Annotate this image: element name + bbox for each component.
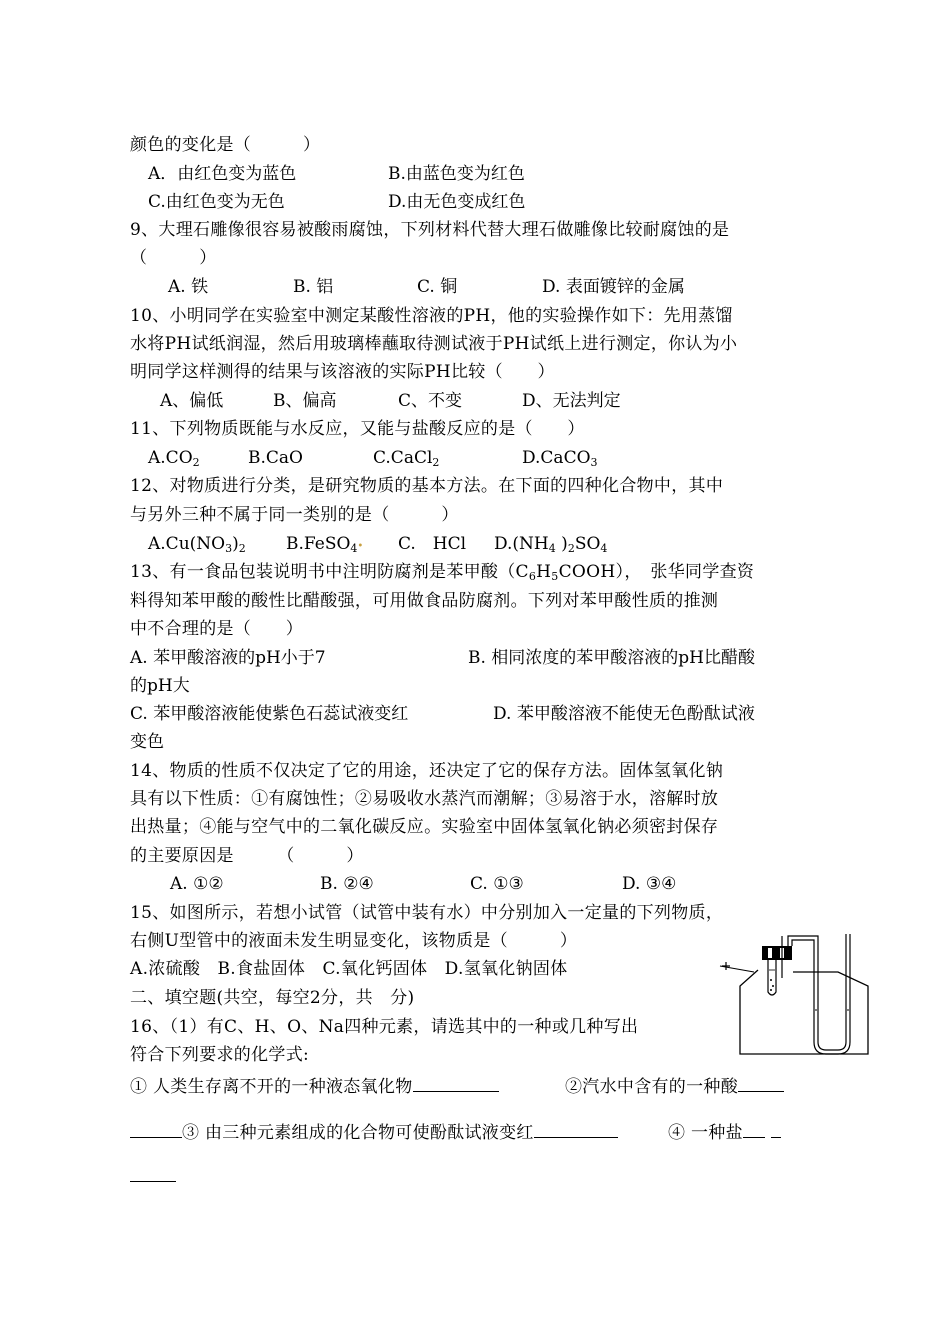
q16-item3: ③ 由三种元素组成的化合物可使酚酞试液变红 xyxy=(130,1119,618,1144)
q10-line2: 水将PH试纸润湿，然后用玻璃棒蘸取待测试液于PH试纸上进行测定，你认为小 xyxy=(130,334,738,354)
q9-option-c: C. 铜 xyxy=(417,277,458,297)
q8-stem-tail: 颜色的变化是（ ） xyxy=(130,135,321,155)
q13-option-a: A. 苯甲酸溶液的pH小于7 xyxy=(130,648,326,668)
q9-option-b: B. 铝 xyxy=(293,277,334,297)
q14-option-c: C. ①③ xyxy=(470,874,524,894)
q14-line3: 出热量；④能与空气中的二氧化碳反应。实验室中固体氢氧化钠必须密封保存 xyxy=(130,817,719,837)
q14-line4: 的主要原因是 （ ） xyxy=(130,846,364,866)
q11-option-d: D.CaCO$_3$ xyxy=(522,448,598,469)
q13-line2: 料得知苯甲酸的酸性比醋酸强，可用做食品防腐剂。下列对苯甲酸性质的推测 xyxy=(130,591,719,611)
q16-line2: 符合下列要求的化学式: xyxy=(130,1045,310,1065)
q9-option-d: D. 表面镀锌的金属 xyxy=(542,277,685,297)
q13-option-d: D. 苯甲酸溶液不能使无色酚酞试液 xyxy=(493,704,755,724)
q10-line3: 明同学这样测得的结果与该溶液的实际PH比较（ ） xyxy=(130,362,555,382)
q16-item4-cont xyxy=(130,1163,176,1188)
q8-option-c: C.由红色变为无色 xyxy=(148,192,285,212)
q15-options: A.浓硫酸 B.食盐固体 C.氧化钙固体 D.氢氧化钠固体 xyxy=(130,959,568,979)
q10-option-c: C、不变 xyxy=(398,391,463,411)
q14-line1: 14、物质的性质不仅决定了它的用途，还决定了它的保存方法。固体氢氧化钠 xyxy=(130,761,724,781)
q11-option-a: $A.CO_2$ xyxy=(148,448,200,469)
q9-line2: （ ） xyxy=(130,248,217,268)
q8-option-a: A．由红色变为蓝色 xyxy=(148,164,297,184)
q13-line3: 中不合理的是（ ） xyxy=(130,619,303,639)
section-fill-in-title: 二、填空题(共空，每空2分，共 分) xyxy=(130,988,415,1008)
q14-option-d: D. ③④ xyxy=(622,874,677,894)
q12-option-b: B.FeSO$_4$• xyxy=(286,534,364,555)
q10-option-a: A、偏低 xyxy=(160,391,224,411)
q12-option-a: $A.Cu(NO_3)_2$ xyxy=(148,534,246,555)
q16-line1: 16、（1）有C、H、O、Na四种元素，请选其中的一种或几种写出 xyxy=(130,1017,639,1037)
q12-option-c: C. HCl xyxy=(398,534,467,554)
q11-option-b: B.CaO xyxy=(248,448,303,468)
q14-option-b: B. ②④ xyxy=(320,874,374,894)
q13-option-d-cont: 变色 xyxy=(130,732,164,752)
q16-item4: ④ 一种盐 xyxy=(668,1119,781,1144)
q10-line1: 10、小明同学在实验室中测定某酸性溶液的PH，他的实验操作如下：先用蒸馏 xyxy=(130,306,733,326)
q12-option-d: $D.(NH_4$ )$_2SO_4$ xyxy=(494,534,608,555)
q11-option-c: C.CaCl$_2$ xyxy=(373,448,440,469)
q8-option-b: B.由蓝色变为红色 xyxy=(388,164,525,184)
q13-option-b: B. 相同浓度的苯甲酸溶液的pH比醋酸 xyxy=(468,648,756,668)
q16-item2: ②汽水中含有的一种酸 xyxy=(565,1073,784,1098)
q13-line1: 13、有一食品包装说明书中注明防腐剂是苯甲酸$(C_6H_5COOH)$， 张华同学查资 xyxy=(130,562,755,583)
q11-stem: 11、下列物质既能与水反应，又能与盐酸反应的是（ ） xyxy=(130,419,585,439)
q12-line1: 12、对物质进行分类，是研究物质的基本方法。在下面的四种化合物中，其中 xyxy=(130,476,724,496)
q8-option-d: D.由无色变成红色 xyxy=(388,192,526,212)
q10-option-b: B、偏高 xyxy=(273,391,337,411)
q14-option-a: A. ①② xyxy=(170,874,224,894)
q9-option-a: A. 铁 xyxy=(168,277,209,297)
q13-option-b-cont: 的pH大 xyxy=(130,676,190,696)
q15-line2: 右侧U型管中的液面未发生明显变化，该物质是（ ） xyxy=(130,931,578,951)
q15-line1: 15、如图所示，若想小试管（试管中装有水）中分别加入一定量的下列物质， xyxy=(130,903,724,923)
apparatus-diagram xyxy=(718,930,878,1055)
q13-option-c: C. 苯甲酸溶液能使紫色石蕊试液变红 xyxy=(130,704,409,724)
q9-line1: 9、大理石雕像很容易被酸雨腐蚀，下列材料代替大理石做雕像比较耐腐蚀的是 xyxy=(130,220,730,240)
q10-option-d: D、无法判定 xyxy=(522,391,621,411)
q16-item1: ① 人类生存离不开的一种液态氧化物 xyxy=(130,1073,499,1098)
q14-line2: 具有以下性质：①有腐蚀性；②易吸收水蒸汽而潮解；③易溶于水，溶解时放 xyxy=(130,789,719,809)
q12-line2: 与另外三种不属于同一类别的是（ ） xyxy=(130,505,459,525)
